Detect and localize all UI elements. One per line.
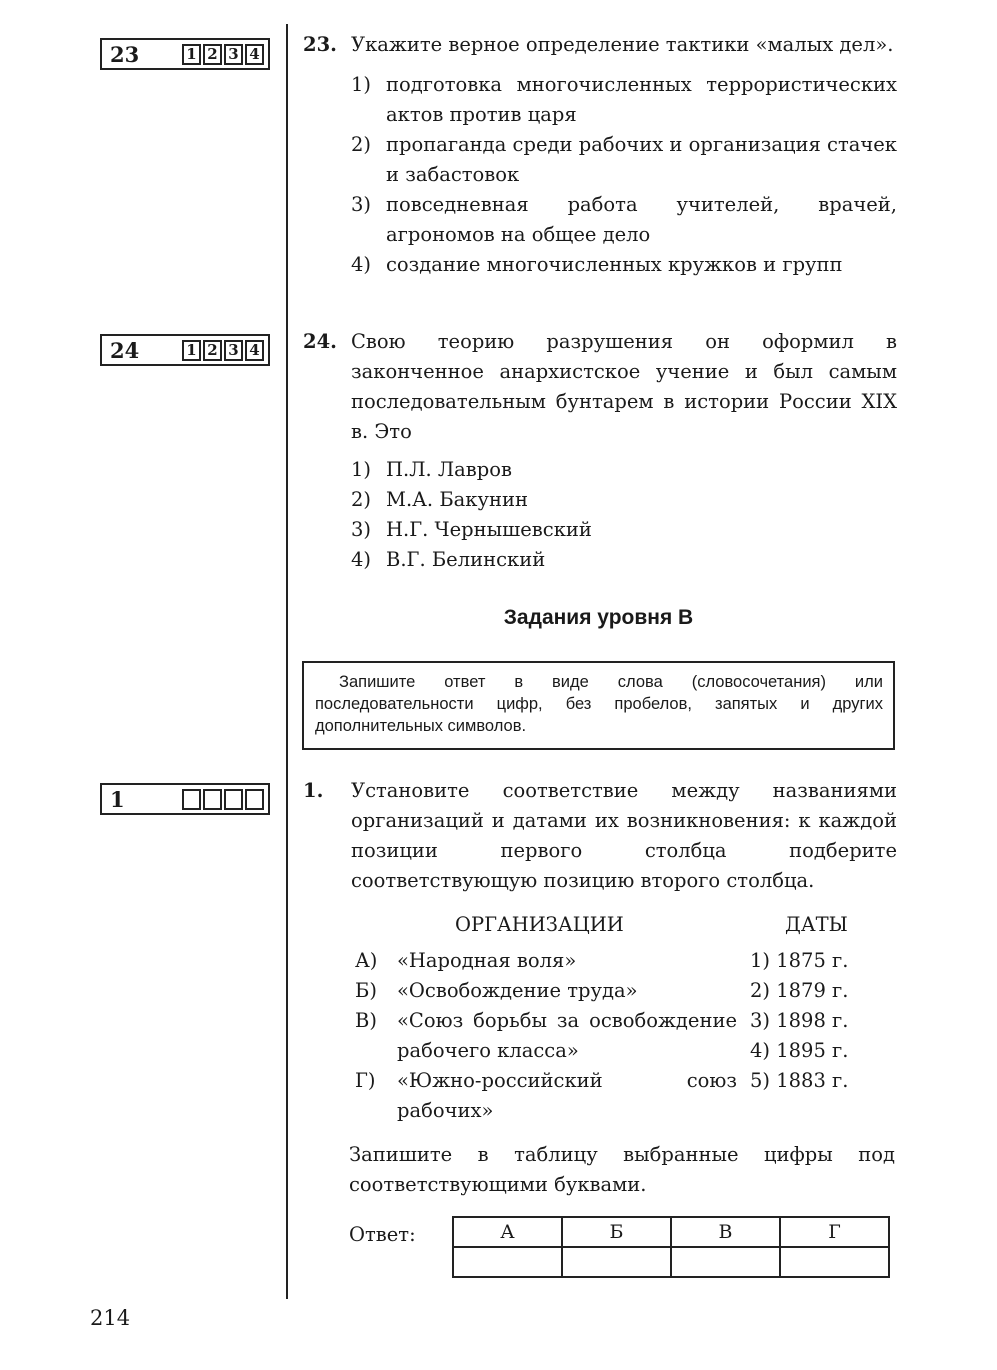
margin-divider xyxy=(286,24,288,1299)
option xyxy=(351,515,897,545)
option-text: повседневная работа учителей, врачей, агрономов на общее дело xyxy=(386,193,897,246)
section-title: Задания уровня В xyxy=(503,606,694,629)
org-text: «Освобождение труда» xyxy=(397,979,638,1002)
question-text: Установите соответствие между названиями организаций и датами их возникновения: к каждой позиции первого столбца подберите соответствующую позицию второго столбца. xyxy=(351,779,897,892)
question-23 xyxy=(303,30,897,280)
org-text: «Союз борьбы за освобождение рабочего класса» xyxy=(397,1009,737,1062)
date-row xyxy=(750,1066,848,1096)
date-row xyxy=(750,1036,848,1066)
option-text: подготовка многочисленных террористических актов против царя xyxy=(386,73,897,126)
answer-box-number: 1 xyxy=(110,787,125,812)
option-number: 2) xyxy=(351,133,372,156)
answer-cell[interactable]: 1 xyxy=(182,340,201,361)
option-text: М.А. Бакунин xyxy=(386,488,528,511)
answer-table xyxy=(452,1216,890,1278)
option xyxy=(351,545,897,575)
answer-cell[interactable]: 2 xyxy=(203,340,222,361)
question-text: Укажите верное определение тактики «малых дел». xyxy=(351,33,894,56)
org-text: «Народная воля» xyxy=(397,949,577,972)
option xyxy=(351,455,897,485)
answer-input-cell[interactable] xyxy=(671,1247,780,1277)
date-number: 1) xyxy=(750,949,771,972)
option-number: 1) xyxy=(351,458,372,481)
option-text: пропаганда среди рабочих и организация стачек и забастовок xyxy=(386,133,897,186)
column-header-organizations: ОРГАНИЗАЦИИ xyxy=(455,913,624,936)
answer-cell[interactable]: 4 xyxy=(245,44,264,65)
answer-input-cell[interactable] xyxy=(562,1247,671,1277)
answer-instruction: Запишите в таблицу выбранные цифры под соответствующими буквами. xyxy=(349,1143,895,1196)
question-text: Свою теорию разрушения он оформил в законченное анархистское учение и был самым последовательным бунтарем в истории России XIX в. Это xyxy=(351,330,897,443)
date-number: 5) xyxy=(750,1069,771,1092)
option-number: 2) xyxy=(351,488,372,511)
date-text: 1879 г. xyxy=(776,979,849,1002)
option-text: П.Л. Лавров xyxy=(386,458,512,481)
date-text: 1895 г. xyxy=(776,1039,849,1062)
answer-cell[interactable]: 3 xyxy=(224,340,243,361)
answer-cell[interactable] xyxy=(224,789,243,810)
org-text: «Южно-российский союз рабочих» xyxy=(397,1069,737,1122)
answer-label: Ответ: xyxy=(349,1223,416,1246)
answer-box-24 xyxy=(100,334,270,366)
option-text: Н.Г. Чернышевский xyxy=(386,518,592,541)
answer-cell[interactable]: 4 xyxy=(245,340,264,361)
task-1 xyxy=(303,776,897,896)
answer-box-23 xyxy=(100,38,270,70)
answer-box-number: 24 xyxy=(110,338,140,363)
org-letter: Б) xyxy=(355,979,377,1002)
option xyxy=(351,190,897,250)
date-number: 3) xyxy=(750,1009,771,1032)
answer-cell[interactable]: 2 xyxy=(203,44,222,65)
option-number: 4) xyxy=(351,253,372,276)
answer-box-b1 xyxy=(100,783,270,815)
date-number: 4) xyxy=(750,1039,771,1062)
answer-input-cell[interactable] xyxy=(453,1247,562,1277)
answer-column-header: А xyxy=(453,1217,562,1247)
option xyxy=(351,250,897,280)
answer-column-header: Б xyxy=(562,1217,671,1247)
date-number: 2) xyxy=(750,979,771,1002)
option-number: 3) xyxy=(351,193,372,216)
answer-cell[interactable]: 3 xyxy=(224,44,243,65)
answer-cell[interactable]: 1 xyxy=(182,44,201,65)
org-letter: В) xyxy=(355,1009,377,1032)
option-text: создание многочисленных кружков и групп xyxy=(386,253,843,276)
answer-cell[interactable] xyxy=(245,789,264,810)
answer-box-number: 23 xyxy=(110,42,140,67)
option xyxy=(351,485,897,515)
date-row xyxy=(750,946,848,976)
answer-cell[interactable] xyxy=(182,789,201,810)
question-number: 23. xyxy=(303,33,337,56)
question-number: 24. xyxy=(303,330,337,353)
date-text: 1883 г. xyxy=(776,1069,849,1092)
answer-cell[interactable] xyxy=(203,789,222,810)
org-letter: А) xyxy=(355,949,378,972)
org-letter: Г) xyxy=(355,1069,376,1092)
option-number: 3) xyxy=(351,518,372,541)
answer-input-cell[interactable] xyxy=(780,1247,889,1277)
date-text: 1898 г. xyxy=(776,1009,849,1032)
answer-column-header: Г xyxy=(780,1217,889,1247)
option xyxy=(351,130,897,190)
question-24 xyxy=(303,327,897,575)
date-row xyxy=(750,976,848,1006)
date-text: 1875 г. xyxy=(776,949,849,972)
option-number: 1) xyxy=(351,73,372,96)
option xyxy=(351,70,897,130)
answer-column-header: В xyxy=(671,1217,780,1247)
instruction-box: Запишите ответ в виде слова (словосочетания) или последовательности цифр, без пробелов, запятых и других дополнительных символов. xyxy=(302,661,895,750)
option-number: 4) xyxy=(351,548,372,571)
option-text: В.Г. Белинский xyxy=(386,548,546,571)
date-row xyxy=(750,1006,848,1036)
column-header-dates: ДАТЫ xyxy=(785,913,848,936)
question-number: 1. xyxy=(303,779,324,802)
page-number: 214 xyxy=(90,1306,131,1330)
